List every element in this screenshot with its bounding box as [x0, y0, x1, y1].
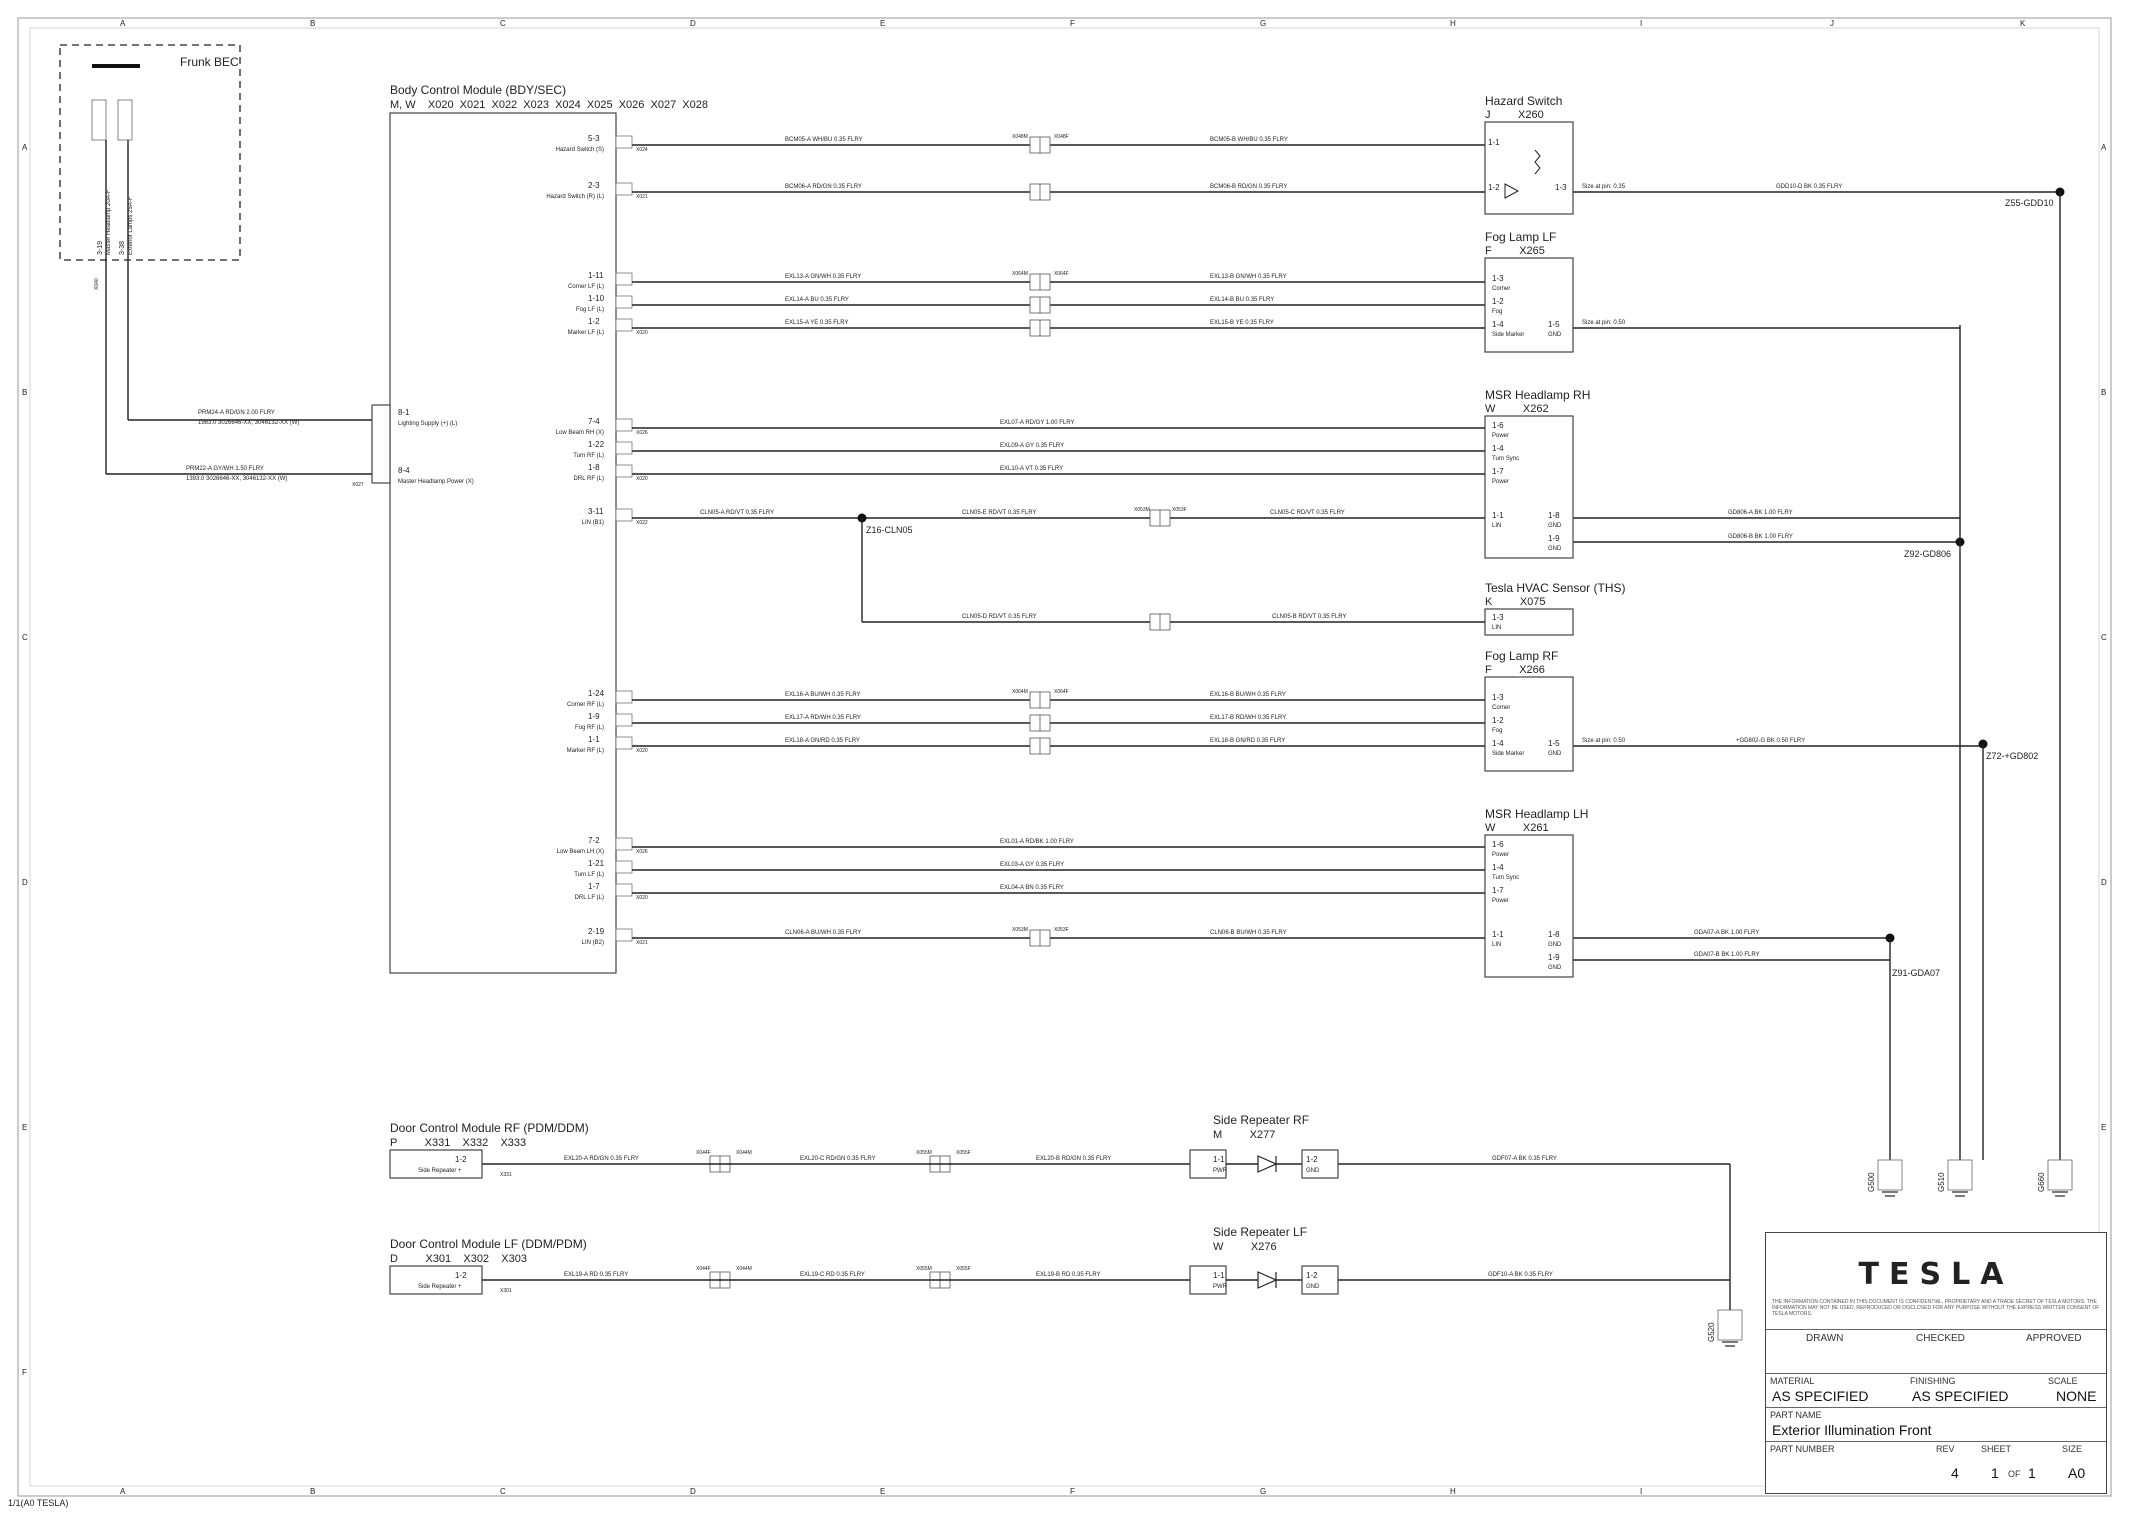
bcm-pin-connector	[616, 861, 632, 873]
bcm-pin-conn: X026	[636, 849, 648, 855]
bcm-pin-conn: X020	[636, 476, 648, 482]
bcm-pin-number: 1-9	[588, 712, 600, 721]
hvac-sensor-title: Tesla HVAC Sensor (THS)	[1485, 581, 1626, 595]
rep-rf-pwr-label: PWR	[1213, 1168, 1227, 1174]
bcm-subtitle: M, W X020 X021 X022 X023 X024 X025 X026 X027 X028	[390, 99, 708, 111]
grid-row-right: B	[2101, 388, 2107, 397]
frunk-conn: X040	[94, 278, 100, 290]
grid-col-bottom: E	[880, 1487, 886, 1496]
hazard-pin-2: 1-2	[1488, 183, 1500, 192]
hl-rh-pin-turn-label: Turn Sync	[1492, 456, 1520, 462]
hazard-pin-3: 1-3	[1555, 183, 1567, 192]
bcm-pin-label: Fog RF (L)	[574, 725, 604, 731]
fog-rf-pin-marker-label: Side Marker	[1492, 751, 1525, 757]
inline-connector-name: X055F	[956, 1266, 971, 1272]
bcm-pin-label: DRL RF (L)	[573, 476, 604, 482]
wire-id-label: CLN05-B RD/VT 0.35 FLRY	[1272, 614, 1347, 620]
inline-connector-name: X053M	[1012, 927, 1028, 933]
inline-connector-name: X064F	[1054, 271, 1069, 277]
hl-rh-pin-power-label: Power	[1492, 433, 1510, 439]
bcm-pin-label: Low Beam LH (X)	[556, 849, 604, 855]
grid-col-bottom: F	[1070, 1487, 1075, 1496]
tb-sheet-label: SHEET	[1981, 1444, 2012, 1454]
bcm-left-pin-1: 8-1	[398, 408, 410, 417]
bcm-pin-number: 1-21	[588, 859, 605, 868]
bcm-pin-connector	[616, 714, 632, 726]
grid-col-top: A	[120, 19, 126, 28]
side-repeater-rf-title: Side Repeater RF	[1213, 1113, 1310, 1127]
wire-id-label: EXL04-A BN 0.35 FLRY	[1000, 885, 1064, 891]
bcm-pin-number: 1-24	[588, 689, 605, 698]
side-repeater-rf-sub: M X277	[1213, 1129, 1276, 1141]
splice-size-note: Size at pin: 0.50	[1582, 738, 1626, 744]
bcm-pin-connector	[616, 136, 632, 148]
grid-row-left: C	[22, 633, 28, 642]
fog-lamp-rf-sub: F X266	[1485, 664, 1545, 676]
grid-row-right: E	[2101, 1123, 2107, 1132]
rep-lf-gnd-label: GND	[1306, 1284, 1320, 1290]
splice-size-note: Size at pin: 0.35	[1582, 184, 1626, 190]
frunk-fuse-a	[92, 100, 106, 140]
tb-row-partnumber	[1766, 1441, 2106, 1442]
rep-rf-gnd: 1-2	[1306, 1155, 1318, 1164]
bcm-pin-connector	[616, 273, 632, 285]
bcm-pin-number: 1-10	[588, 294, 605, 303]
bcm-pin-connector	[616, 929, 632, 941]
bcm-pin-label: Turn RF (L)	[573, 453, 604, 459]
legal-notice: THE INFORMATION CONTAINED IN THIS DOCUMENT IS CONFIDENTIAL, PROPRIETARY AND A TRADE SECRET OF TESLA MOTORS. THE INFORMATION MAY NOT BE USED, REPRODUCED OR DISCLOSED FOR ANY PURPOSE WITHOUT THE EXPRESS WRITTEN CONSENT OF TESLA MOTORS.	[1772, 1299, 2100, 1317]
bcm-pin-label: Marker LF (L)	[567, 330, 604, 336]
bcm-pin-connector	[616, 884, 632, 896]
dcm-rf-title: Door Control Module RF (PDM/DDM)	[390, 1121, 589, 1135]
bcm-pin-number: 1-8	[588, 463, 600, 472]
hl-rh-pin-gnd1-label: GND	[1548, 523, 1562, 529]
wire-id-label: EXL20-B RD/GN 0.35 FLRY	[1036, 1156, 1112, 1162]
grid-col-bottom: G	[1260, 1487, 1267, 1496]
splice-gda07-label: Z91-GDA07	[1892, 968, 1941, 978]
grid-col-top: J	[1830, 19, 1834, 28]
wire-id-label: EXL17-B RD/WH 0.35 FLRY	[1210, 715, 1287, 721]
grid-row-right: D	[2101, 878, 2107, 887]
ground-connector	[1948, 1160, 1972, 1190]
fog-rf-pin-corner-label: Corner	[1492, 705, 1511, 711]
wire-id-label: EXL14-A BU 0.35 FLRY	[785, 297, 849, 303]
ground-connector	[1718, 1310, 1742, 1340]
grid-col-bottom: B	[310, 1487, 316, 1496]
hazard-pin-1: 1-1	[1488, 138, 1500, 147]
tb-approved: APPROVED	[2026, 1333, 2082, 1344]
bcm-pin-conn: X021	[636, 194, 648, 200]
wire-id-label: CLN06-B BU/WH 0.35 FLRY	[1210, 930, 1287, 936]
bcm-pin-number: 1-1	[588, 735, 600, 744]
fog-lamp-rf-title: Fog Lamp RF	[1485, 649, 1559, 663]
fog-rf-pin-marker: 1-4	[1492, 739, 1504, 748]
bcm-pin-label: Hazard Switch (S)	[555, 147, 604, 153]
wire-id-label: GDD10-D BK 0.35 FLRY	[1776, 184, 1843, 190]
bcm-box	[390, 113, 616, 973]
fog-lf-pin-gnd-label: GND	[1548, 332, 1562, 338]
splice-gd802-label: Z72-+GD802	[1986, 751, 2039, 761]
wire-id-label: BCM06-B RD/GN 0.35 FLRY	[1210, 184, 1288, 190]
bcm-title: Body Control Module (BDY/SEC)	[390, 83, 567, 97]
signal-wires	[632, 137, 2060, 1288]
fog-rf-pin-gnd-label: GND	[1548, 751, 1562, 757]
rep-lf-gnd: 1-2	[1306, 1271, 1318, 1280]
title-block	[1765, 1232, 2107, 1494]
wire-id-label: BCM05-B WH/BU 0.35 FLRY	[1210, 137, 1288, 143]
ground-label: G660	[2037, 1172, 2046, 1192]
bcm-pin-connector	[616, 838, 632, 850]
inline-connector-name: X044M	[736, 1266, 752, 1272]
bcm-pin-label: Turn LF (L)	[574, 872, 604, 878]
inline-connector-name: X044F	[696, 1266, 711, 1272]
bcm-pin-connector	[616, 465, 632, 477]
bcm-pin-connector	[616, 183, 632, 195]
tb-material: AS SPECIFIED	[1772, 1388, 1869, 1404]
wire-id-label: CLN05-D RD/VT 0.35 FLRY	[962, 614, 1037, 620]
bcm-pin-number: 5-3	[588, 134, 600, 143]
bcm-pin-conn: X021	[636, 940, 648, 946]
grid-col-top: F	[1070, 19, 1075, 28]
hl-rh-pin-power: 1-6	[1492, 421, 1504, 430]
fog-rf-pin-corner: 1-3	[1492, 693, 1504, 702]
wire-id-label: EXL16-B BU/WH 0.35 FLRY	[1210, 692, 1286, 698]
frunk-pin-b-label: Exterior Lamps 25A-F	[128, 196, 134, 255]
dcm-rf-conn: X331	[500, 1172, 512, 1178]
tb-finishing-label: FINISHING	[1910, 1376, 1956, 1386]
tb-sheet: 1	[1991, 1465, 1999, 1481]
dcm-rf-sub: P X331 X332 X333	[390, 1137, 527, 1149]
bcm-pin-connector	[616, 509, 632, 521]
bcm-pin-connector	[616, 319, 632, 331]
bcm-pin-label: Corner LF (L)	[567, 284, 604, 290]
bcm-left-connector	[372, 405, 390, 483]
inline-connector-name: X064F	[1054, 689, 1069, 695]
dcm-rf-pin-label: Side Repeater +	[418, 1168, 462, 1174]
ground-label: G500	[1867, 1172, 1876, 1192]
grid-col-top: D	[690, 19, 696, 28]
grid-row-right: A	[2101, 143, 2107, 152]
fog-lamp-lf-sub: F X265	[1485, 245, 1545, 257]
wire-id-label: EXL20-A RD/GN 0.35 FLRY	[564, 1156, 639, 1162]
wire-id-label: GDF07-A BK 0.35 FLRY	[1492, 1156, 1557, 1162]
hl-lh-pin-lin: 1-1	[1492, 930, 1504, 939]
splice-cln05-label: Z16-CLN05	[866, 525, 913, 535]
tesla-logo: TESLA	[1858, 1257, 2014, 1292]
tb-rev-label: REV	[1936, 1444, 1955, 1454]
bcm-pin-connector	[616, 296, 632, 308]
wire-id-label: CLN05-C RD/VT 0.35 FLRY	[1270, 510, 1345, 516]
bcm-pin-number: 1-22	[588, 440, 605, 449]
grid-row-left: D	[22, 878, 28, 887]
tb-finishing: AS SPECIFIED	[1912, 1388, 2009, 1404]
bcm-left-pin-1-label: Lighting Supply (+) (L)	[398, 421, 458, 427]
grid-col-bottom: C	[500, 1487, 506, 1496]
bcm-left-pin-2-label: Master Headlamp Power (X)	[398, 479, 474, 485]
fog-lf-pin-fog-label: Fog	[1492, 309, 1503, 315]
hl-lh-pin-gnd1: 1-8	[1548, 930, 1560, 939]
bcm-pin-number: 2-19	[588, 927, 605, 936]
hl-rh-pin-drl-label: Power	[1492, 479, 1510, 485]
tb-size-label: SIZE	[2062, 1444, 2083, 1454]
inline-connector-name: X055M	[916, 1150, 932, 1156]
ground-connector	[2048, 1160, 2072, 1190]
wire-id-label: BCM05-A WH/BU 0.35 FLRY	[785, 137, 863, 143]
grid-col-top: C	[500, 19, 506, 28]
wire-id-label: GD806-A BK 1.00 FLRY	[1728, 510, 1793, 516]
frunk-fuse-b	[118, 100, 132, 140]
wire-id-label: EXL13-B GN/WH 0.35 FLRY	[1210, 274, 1287, 280]
inline-connector-name: X044F	[696, 1150, 711, 1156]
inline-connector-name: X048F	[1054, 134, 1069, 140]
wire-id-label: EXL17-A RD/WH 0.35 FLRY	[785, 715, 861, 721]
ground-label: G520	[1707, 1322, 1716, 1342]
wire-id-label: GD806-B BK 1.00 FLRY	[1728, 534, 1793, 540]
bcm-pin-label: Low Beam RH (X)	[555, 430, 604, 436]
hl-rh-pin-lin-label: LIN	[1492, 523, 1502, 529]
inline-connector-name: X044M	[736, 1150, 752, 1156]
grid-col-top: E	[880, 19, 886, 28]
rep-lf-pwr-label: PWR	[1213, 1284, 1227, 1290]
grid-col-top: K	[2020, 19, 2026, 28]
hl-lh-pin-power: 1-6	[1492, 840, 1504, 849]
side-repeater-lf-title: Side Repeater LF	[1213, 1225, 1308, 1239]
bcm-pin-label: LIN (B1)	[581, 520, 604, 526]
bcm-left-pin-2: 8-4	[398, 466, 410, 475]
tb-of: OF	[2008, 1469, 2021, 1479]
hl-lh-pin-drl-label: Power	[1492, 898, 1510, 904]
fog-lf-pin-gnd: 1-5	[1548, 320, 1560, 329]
tb-rev: 4	[1951, 1465, 1959, 1481]
frunk-bec-title: Frunk BEC	[180, 55, 239, 69]
wire-id-label: EXL15-A YE 0.35 FLRY	[785, 320, 849, 326]
wire-id-label: EXL19-C RD 0.35 FLRY	[800, 1272, 865, 1278]
ground-label: G510	[1937, 1172, 1946, 1192]
hl-rh-pin-turn: 1-4	[1492, 444, 1504, 453]
hl-rh-pin-gnd2: 1-9	[1548, 534, 1560, 543]
fog-rf-pin-gnd: 1-5	[1548, 739, 1560, 748]
inline-connector-name: X055M	[916, 1266, 932, 1272]
grid-col-bottom: D	[690, 1487, 696, 1496]
splice-size-note: Size at pin: 0.50	[1582, 320, 1626, 326]
headlamp-rh-title: MSR Headlamp RH	[1485, 388, 1591, 402]
wire-id-label: EXL09-A GY 0.35 FLRY	[1000, 443, 1065, 449]
hl-lh-pin-power-label: Power	[1492, 852, 1510, 858]
wire-id-label: CLN05-A RD/VT 0.35 FLRY	[700, 510, 775, 516]
wire-id-label: GDF10-A BK 0.35 FLRY	[1488, 1272, 1553, 1278]
frunk-bec-box	[60, 45, 240, 260]
hl-rh-pin-drl: 1-7	[1492, 467, 1504, 476]
hvac-pin-lin-label: LIN	[1492, 625, 1502, 631]
hazard-switch-sub: J X260	[1485, 109, 1544, 121]
wire-id-label: +GD802-G BK 0.50 FLRY	[1736, 738, 1806, 744]
grid-row-left: E	[22, 1123, 28, 1132]
fog-lf-pin-fog: 1-2	[1492, 297, 1504, 306]
frunk-pin-a: 3-19	[97, 240, 104, 255]
footer-note: 1/1(A0 TESLA)	[8, 1498, 69, 1508]
bcm-pin-conn: X024	[636, 147, 648, 153]
dcm-lf-title: Door Control Module LF (DDM/PDM)	[390, 1237, 587, 1251]
hl-lh-pin-turn: 1-4	[1492, 863, 1504, 872]
grid-row-left: A	[22, 143, 28, 152]
inline-connector-name: X055F	[956, 1150, 971, 1156]
grid-row-right: C	[2101, 633, 2107, 642]
side-repeater-lf-sub: W X276	[1213, 1241, 1277, 1253]
bcm-pin-label: Corner RF (L)	[566, 702, 604, 708]
bcm-pin-label: Fog LF (L)	[575, 307, 604, 313]
grid-col-bottom: I	[1640, 1487, 1643, 1496]
wire-id-label: EXL14-B BU 0.35 FLRY	[1210, 297, 1275, 303]
bcm-pin-number: 1-2	[588, 317, 600, 326]
grid-row-left: F	[22, 1368, 27, 1377]
fog-rf-pin-fog-label: Fog	[1492, 728, 1503, 734]
tb-row-partname	[1766, 1407, 2106, 1408]
bcm-pin-number: 3-11	[588, 507, 604, 516]
tb-checked: CHECKED	[1916, 1333, 1965, 1344]
fog-lf-pin-corner-label: Corner	[1492, 286, 1511, 292]
bcm-pin-number: 2-3	[588, 181, 600, 190]
fog-lf-pin-marker-label: Side Marker	[1492, 332, 1525, 338]
bcm-pin-label: DRL LF (L)	[574, 895, 604, 901]
tb-sheet-total: 1	[2028, 1465, 2036, 1481]
side-repeater-rf-led-icon	[1258, 1156, 1276, 1172]
grid-col-bottom: A	[120, 1487, 126, 1496]
wire-id-label: EXL07-A RD/GY 1.00 FLRY	[1000, 420, 1075, 426]
hazard-switch-title: Hazard Switch	[1485, 94, 1563, 108]
inline-connector-name: X064M	[1012, 689, 1028, 695]
grid-col-bottom: H	[1450, 1487, 1456, 1496]
grid-col-top: B	[310, 19, 316, 28]
bcm-pin-conn: X026	[636, 430, 648, 436]
hl-lh-pin-turn-label: Turn Sync	[1492, 875, 1520, 881]
wire-id-label: EXL16-A BU/WH 0.35 FLRY	[785, 692, 861, 698]
splice-gd806-label: Z92-GD806	[1904, 549, 1952, 559]
dcm-lf-sub: D X301 X302 X303	[390, 1253, 527, 1265]
bcm-pin-connector	[616, 737, 632, 749]
inline-connector-name: X053M	[1134, 507, 1150, 513]
inline-connector-name: X053F	[1172, 507, 1187, 513]
hazard-switch-box	[1485, 122, 1573, 214]
bcm-pin-conn: X020	[636, 895, 648, 901]
wire-id-label: BCM06-A RD/GN 0.35 FLRY	[785, 184, 862, 190]
wire-id-label: EXL20-C RD/GN 0.35 FLRY	[800, 1156, 876, 1162]
fog-rf-pin-fog: 1-2	[1492, 716, 1504, 725]
wire-id-label: EXL15-B YE 0.35 FLRY	[1210, 320, 1274, 326]
dcm-lf-pin: 1-2	[455, 1271, 467, 1280]
wire-id-label: GDA07-A BK 1.00 FLRY	[1694, 930, 1760, 936]
ground-connector	[1878, 1160, 1902, 1190]
bcm-pin-number: 1-7	[588, 882, 600, 891]
side-repeater-lf-led-icon	[1258, 1272, 1276, 1288]
headlamp-lh-sub: W X261	[1485, 822, 1549, 834]
bcm-pin-label: LIN (B2)	[581, 940, 604, 946]
tb-row-material	[1766, 1373, 2106, 1374]
wire-id-label: EXL13-A GN/WH 0.35 FLRY	[785, 274, 862, 280]
inline-connector-name: X064M	[1012, 271, 1028, 277]
headlamp-rh-sub: W X262	[1485, 403, 1549, 415]
grid-col-top: G	[1260, 19, 1267, 28]
fog-lamp-lf-title: Fog Lamp LF	[1485, 230, 1557, 244]
bcm-pin-connector	[616, 419, 632, 431]
wire-prm22-label: PRM22-A GY/WH 1.50 FLRY	[186, 466, 264, 472]
headlamp-lh-title: MSR Headlamp LH	[1485, 807, 1589, 821]
bcm-pin-number: 7-4	[588, 417, 600, 426]
hl-lh-pin-lin-label: LIN	[1492, 942, 1502, 948]
dcm-rf-pin: 1-2	[455, 1155, 467, 1164]
dcm-lf-pin-label: Side Repeater +	[418, 1284, 462, 1290]
tb-size: A0	[2068, 1465, 2086, 1481]
hl-lh-pin-gnd2: 1-9	[1548, 953, 1560, 962]
wire-id-label: EXL19-B RD 0.35 FLRY	[1036, 1272, 1101, 1278]
bcm-pin-conn: X022	[636, 520, 648, 526]
frunk-pin-a-label: Master Headlamp 20A-F	[106, 189, 112, 255]
grid-col-top: I	[1640, 19, 1643, 28]
wire-id-label: EXL19-A RD 0.35 FLRY	[564, 1272, 629, 1278]
hl-lh-pin-drl: 1-7	[1492, 886, 1504, 895]
bcm-pin-number: 1-11	[588, 271, 604, 280]
bcm-pin-connector	[616, 442, 632, 454]
tb-part-number-label: PART NUMBER	[1770, 1444, 1835, 1454]
rep-rf-gnd-label: GND	[1306, 1168, 1320, 1174]
bcm-pin-conn: X020	[636, 330, 648, 336]
wire-prm24-label: PRM24-A RD/GN 2.00 FLRY	[198, 410, 275, 416]
wire-id-label: EXL03-A GY 0.35 FLRY	[1000, 862, 1065, 868]
wire-id-label: EXL01-A RD/BK 1.00 FLRY	[1000, 839, 1074, 845]
wire-id-label: EXL18-B GN/RD 0.35 FLRY	[1210, 738, 1286, 744]
inline-connector-name: X048M	[1012, 134, 1028, 140]
rep-lf-pwr: 1-1	[1213, 1271, 1225, 1280]
tb-material-label: MATERIAL	[1770, 1376, 1815, 1386]
inline-connector-name: X053F	[1054, 927, 1069, 933]
tb-scale: NONE	[2056, 1388, 2097, 1404]
wire-id-label: CLN06-A BU/WH 0.35 FLRY	[785, 930, 862, 936]
frunk-pin-b: 3-38	[119, 240, 126, 255]
hl-rh-pin-gnd1: 1-8	[1548, 511, 1560, 520]
hl-lh-pin-gnd1-label: GND	[1548, 942, 1562, 948]
tb-row-signatures	[1766, 1329, 2106, 1330]
hl-rh-pin-gnd2-label: GND	[1548, 546, 1562, 552]
bcm-pin-label: Hazard Switch (R) (L)	[546, 194, 604, 200]
tb-drawn: DRAWN	[1806, 1333, 1844, 1344]
tb-scale-label: SCALE	[2048, 1376, 2078, 1386]
rep-rf-pwr: 1-1	[1213, 1155, 1225, 1164]
hvac-pin-lin: 1-3	[1492, 613, 1504, 622]
bcm-pin-connector	[616, 691, 632, 703]
wire-id-label: CLN05-E RD/VT 0.35 FLRY	[962, 510, 1037, 516]
bcm-pin-label: Marker RF (L)	[566, 748, 604, 754]
splice-gdd10-label: Z55-GDD10	[2005, 198, 2054, 208]
hvac-sensor-sub: K X075	[1485, 596, 1546, 608]
fog-lf-pin-marker: 1-4	[1492, 320, 1504, 329]
wire-prm22-part: 1393.0 3026646-XX, 3046132-XX (W)	[186, 476, 288, 482]
tb-part-name: Exterior Illumination Front	[1772, 1422, 1932, 1438]
bcm-pin-number: 7-2	[588, 836, 600, 845]
bcm-left-conn: X027	[352, 482, 364, 488]
fog-lf-pin-corner: 1-3	[1492, 274, 1504, 283]
grid-row-left: B	[22, 388, 28, 397]
wire-id-label: GDA07-B BK 1.00 FLRY	[1694, 952, 1760, 958]
grid-col-top: H	[1450, 19, 1456, 28]
hl-lh-pin-gnd2-label: GND	[1548, 965, 1562, 971]
wire-prm24-part: 1983.0 3026646-XX, 3046132-XX (W)	[198, 420, 300, 426]
bcm-pin-conn: X020	[636, 748, 648, 754]
hl-rh-pin-lin: 1-1	[1492, 511, 1504, 520]
wire-id-label: EXL10-A VT 0.35 FLRY	[1000, 466, 1064, 472]
tb-part-name-label: PART NAME	[1770, 1410, 1822, 1420]
wire-id-label: EXL18-A GN/RD 0.35 FLRY	[785, 738, 860, 744]
dcm-lf-conn: X301	[500, 1288, 512, 1294]
